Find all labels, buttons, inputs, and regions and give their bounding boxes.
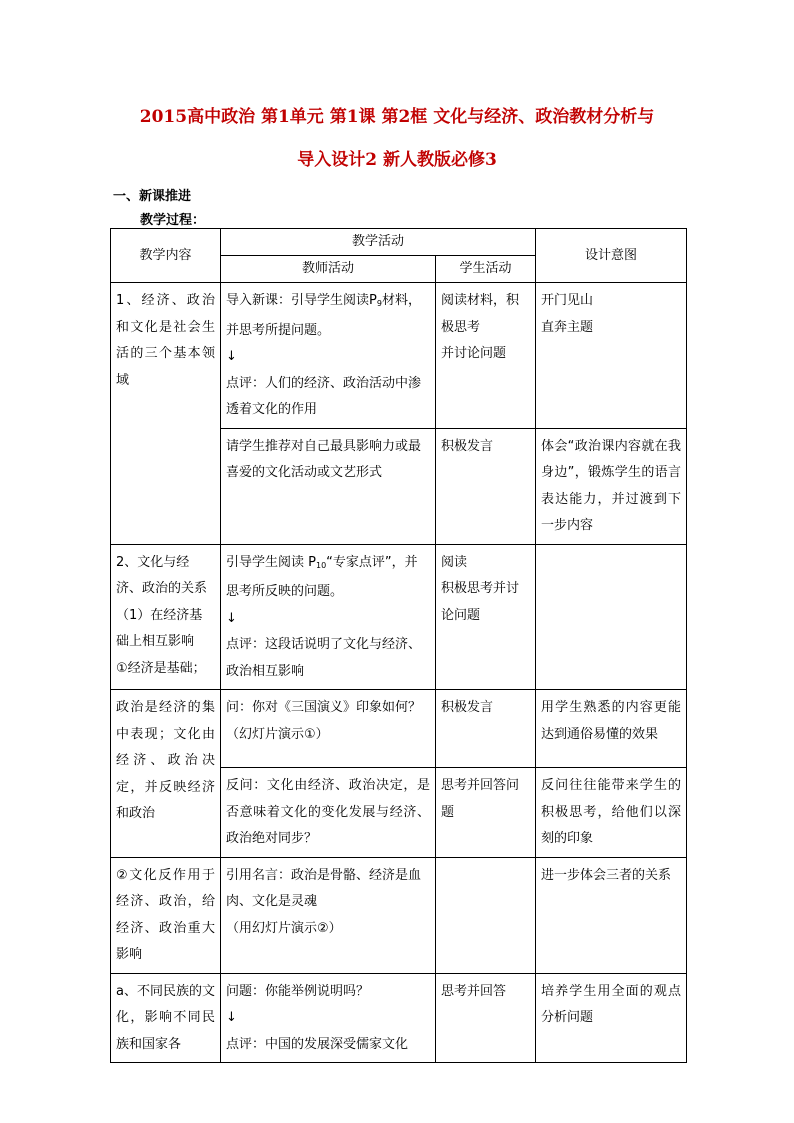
row2-teacher: 请学生推荐对自己最具影响力或最喜爱的文化活动或文艺形式 [221, 428, 436, 544]
row1-content: 1、经济、政治和文化是社会生活的三个基本领域 [111, 283, 221, 545]
down-arrow-icon: ↓ [226, 610, 237, 626]
table-header-row [111, 229, 687, 256]
row6-teacher-line-2: （用幻灯片演示②） [226, 920, 342, 936]
row4-student: 积极发言 [436, 690, 536, 768]
row6-content: ②文化反作用于经济、政治，给经济、政治重大影响 [111, 857, 221, 973]
header-student: 学生活动 [436, 256, 536, 283]
row7-student: 思考并回答 [436, 973, 536, 1063]
row1-teacher-comment: 点评：人们的经济、政治活动中渗透着文化的作用 [226, 375, 422, 417]
row4-teacher-line-1: 问：你对《三国演义》印象如何？ [226, 700, 422, 715]
row3-page-sub: 10 [315, 560, 327, 570]
row3-teacher-text-a: 引导学生阅读 P [226, 554, 316, 570]
row3-content-line-3: ①经济是基础； [116, 660, 206, 676]
row3-content [111, 544, 221, 690]
row1-intent-line-1: 开门见山 [541, 293, 594, 308]
down-arrow-icon: ↓ [226, 349, 237, 364]
header-content: 教学内容 [111, 229, 221, 283]
row7-teacher-line-2: 点评：中国的发展深受儒家文化 [226, 1036, 409, 1052]
table-row [111, 973, 687, 1063]
row3-content-line-1: 2、文化与经济、政治的关系 [116, 554, 208, 596]
row1-teacher-text-a: 导入新课：引导学生阅读P [226, 293, 377, 308]
row4-intent: 用学生熟悉的内容更能达到通俗易懂的效果 [536, 690, 687, 768]
row3-teacher [221, 544, 436, 690]
row3-student-line-2: 积极思考并讨论问题 [441, 581, 520, 623]
row2-intent: 体会“政治课内容就在我身边”，锻炼学生的语言表达能力，并过渡到下一步内容 [536, 428, 687, 544]
row5-teacher: 反问：文化由经济、政治决定，是否意味着文化的变化发展与经济、政治绝对同步？ [221, 768, 436, 858]
row3-student-line-1: 阅读 [441, 554, 468, 570]
header-teacher: 教师活动 [221, 256, 436, 283]
row6-teacher-text: 引用名言：政治是骨骼、经济是血肉、文化是灵魂 [226, 867, 422, 909]
down-arrow-icon: ↓ [226, 1010, 237, 1025]
document-title-line-1: 2015高中政治 第1单元 第1课 第2框 文化与经济、政治教材分析与 [139, 107, 655, 127]
row1-student [436, 283, 536, 429]
row1-student-text-2: 并讨论问题 [441, 346, 507, 361]
row1-teacher-text-b: 材料，并思考所提问题。 [226, 293, 421, 338]
row1-intent [536, 283, 687, 429]
table-row [111, 857, 687, 973]
header-intent: 设计意图 [536, 229, 687, 283]
row1-page-sub: 9 [376, 299, 382, 308]
header-activity: 教学活动 [221, 229, 536, 256]
row6-intent: 进一步体会三者的关系 [536, 857, 687, 973]
row4-teacher [221, 690, 436, 768]
row7-intent: 培养学生用全面的观点分析问题 [536, 973, 687, 1063]
document-title-line-2: 导入设计2 新人教版必修3 [297, 150, 497, 170]
process-heading: 教学过程： [140, 213, 206, 228]
row7-teacher-line-1: 问题：你能举例说明吗？ [226, 983, 370, 999]
row6-student [436, 857, 536, 973]
row1-intent-line-2: 直奔主题 [541, 319, 594, 335]
section-heading: 一、新课推进 [113, 189, 192, 204]
row1-student-text: 阅读材料，积极思考 [441, 293, 520, 335]
row4-teacher-line-2: （幻灯片演示①） [226, 726, 329, 742]
row5-intent: 反问往往能带来学生的积极思考，给他们以深刻的印象 [536, 768, 687, 858]
lesson-plan-table [110, 228, 687, 1063]
row3-teacher-text-b: “专家点评”，并思考所反映的问题。 [226, 554, 418, 599]
table-row [111, 544, 687, 690]
table-row [111, 283, 687, 429]
row3-teacher-comment: 点评：这段话说明了文化与经济、政治相互影响 [226, 637, 422, 679]
row6-teacher [221, 857, 436, 973]
row7-content: a、不同民族的文化，影响不同民族和国家各 [111, 973, 221, 1063]
row3-student [436, 544, 536, 690]
row3-intent [536, 544, 687, 690]
row1-teacher [221, 283, 436, 429]
table-row [111, 690, 687, 768]
row3-content-line-2: （1）在经济基础上相互影响 [116, 607, 203, 649]
row7-teacher [221, 973, 436, 1063]
row4-content: 政治是经济的集中表现；文化由经济、政治决定，并反映经济和政治 [111, 690, 221, 858]
row5-student: 思考并回答问题 [436, 768, 536, 858]
row2-student: 积极发言 [436, 428, 536, 544]
